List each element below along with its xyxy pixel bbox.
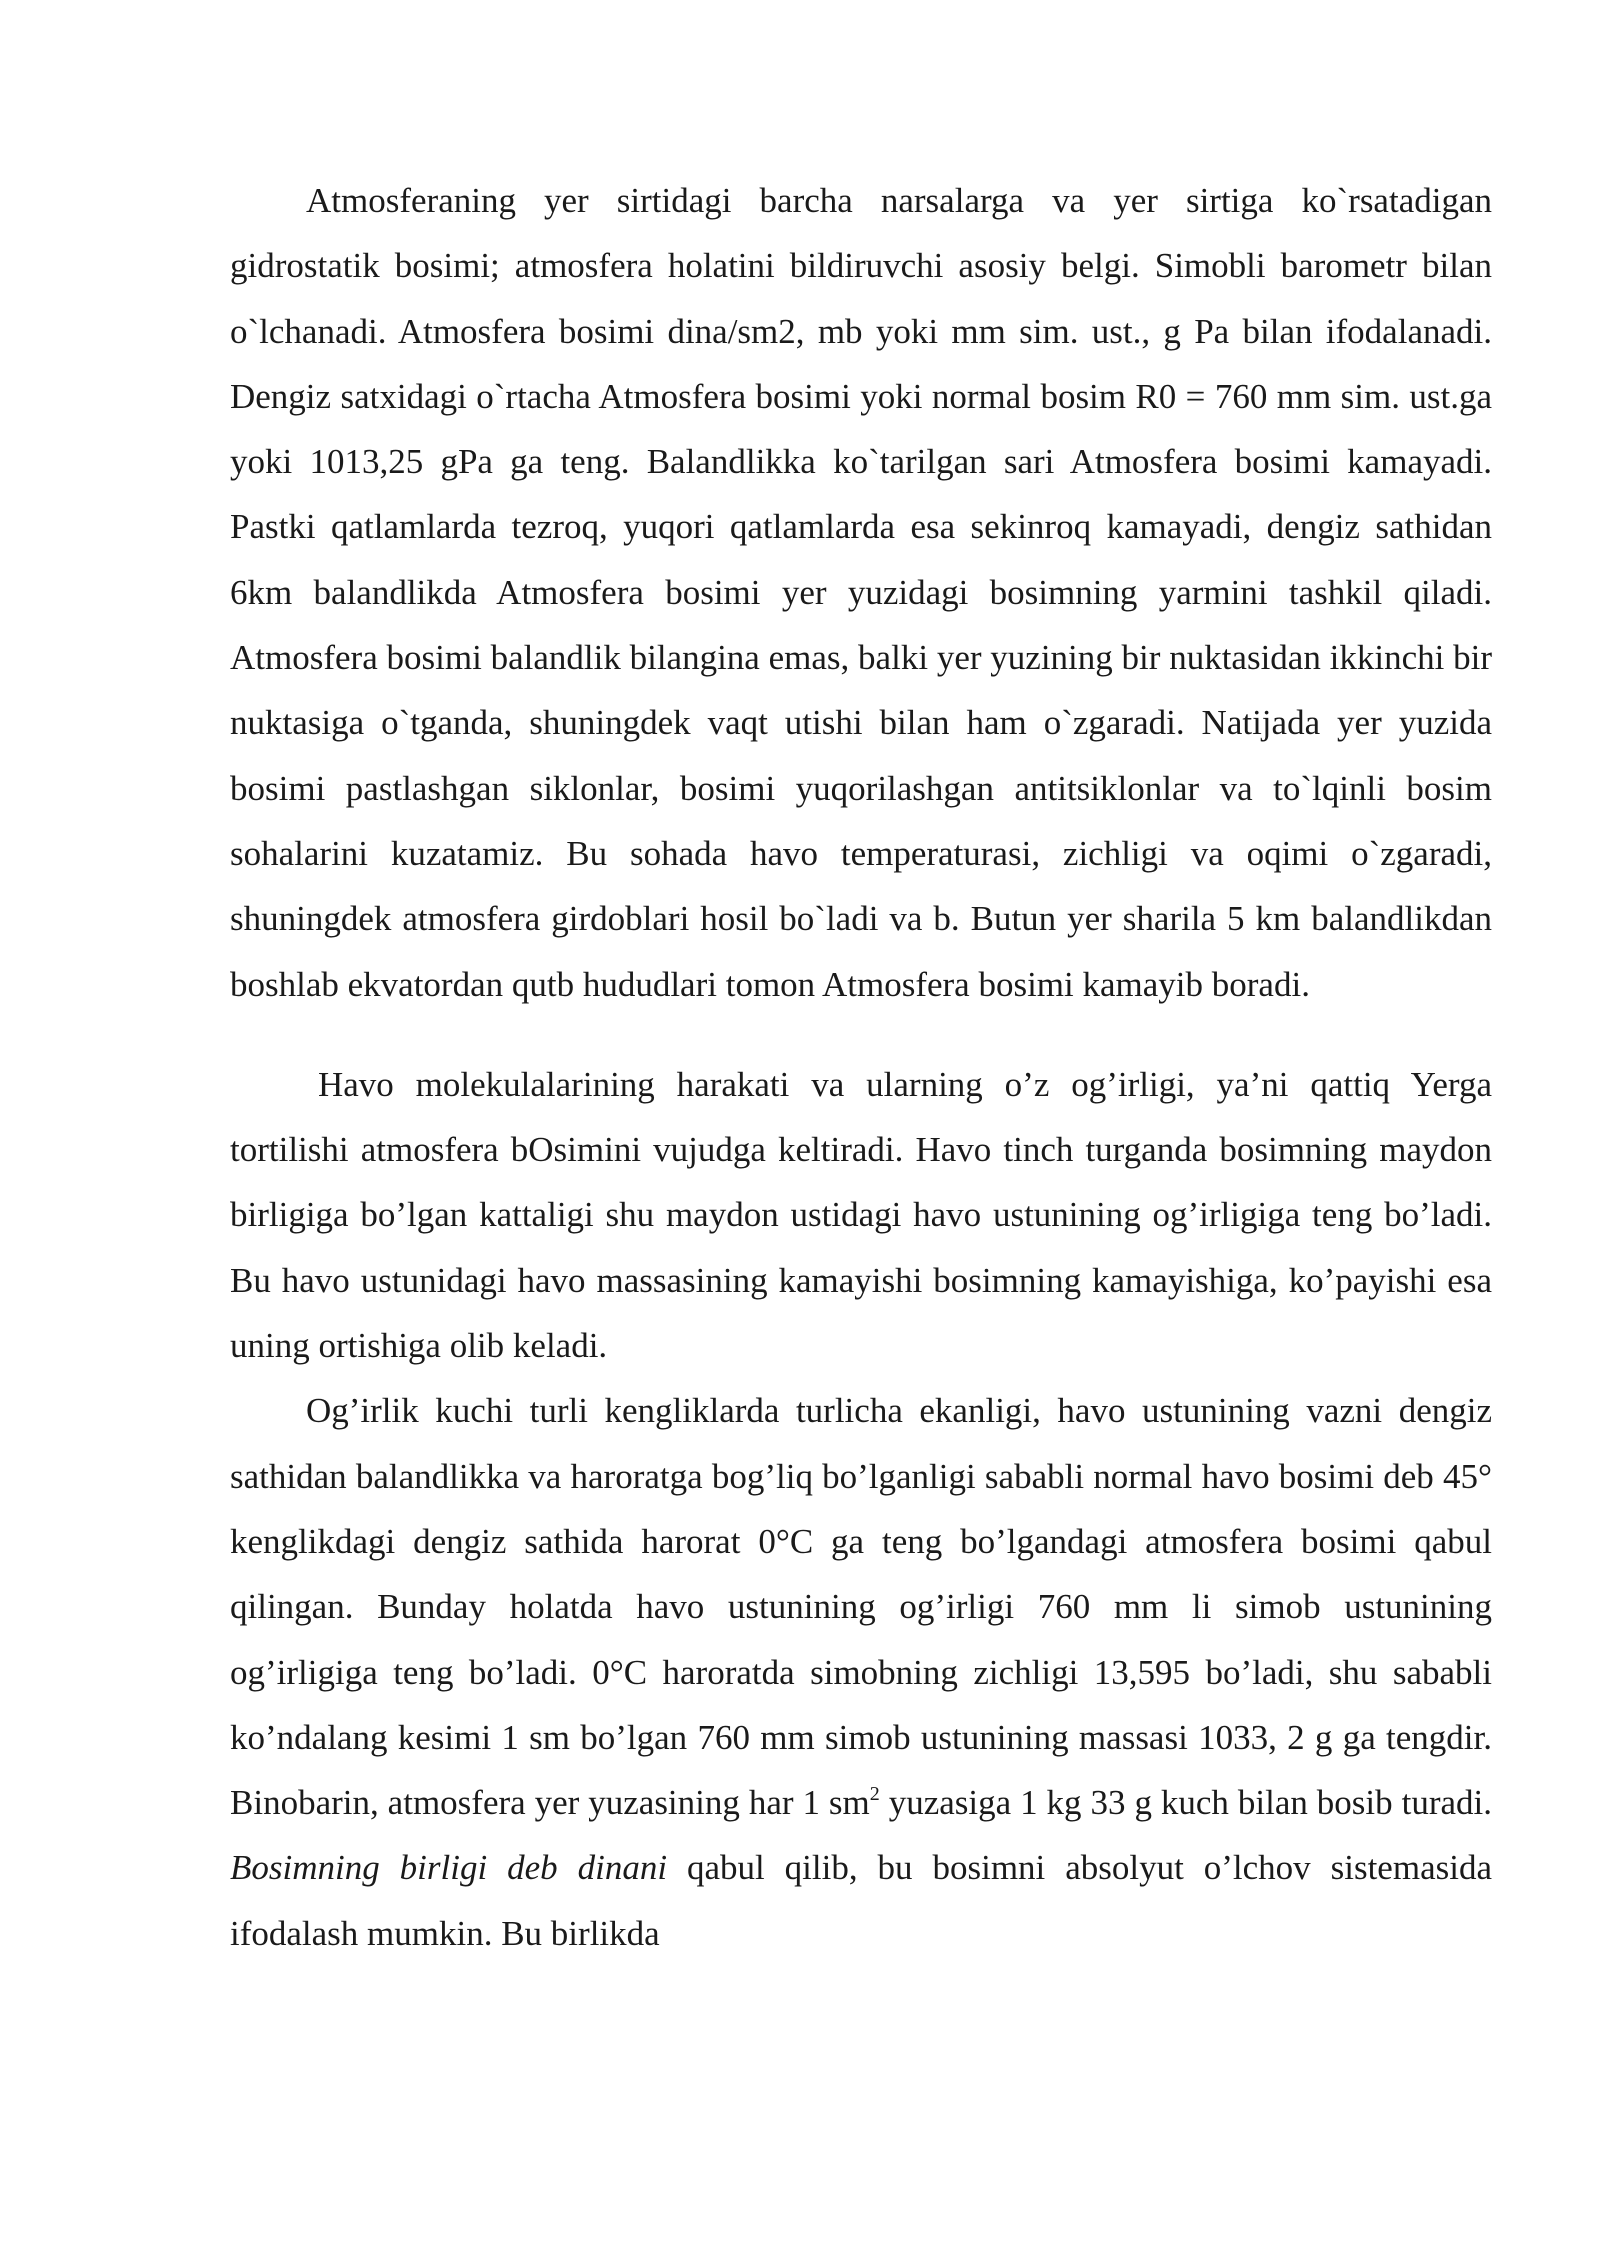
paragraph-air-molecules: Havo molekulalarining harakati va ularning o’z og’irligi, ya’ni qattiq Yerga tortilishi atmosfera bOsimini vujudga keltiradi. Havo tinch turganda bosimning maydon birligiga bo’lgan kattaligi shu maydon ustidagi havo ustunining og’irligiga teng bo’ladi. Bu havo ustunidagi havo massasining kamayishi bosimning kamayishiga, ko’payishi esa uning ortishiga olib keladi. <box>230 1064 1492 1366</box>
paragraph-normal-pressure-text-3: qabul qilib, bu bosimni absolyut o’lchov sistemasida ifodalash mumkin. Bu birlikda <box>230 1848 1492 1953</box>
paragraph-normal-pressure <box>230 1378 1492 1966</box>
paragraph-normal-pressure-text-2: yuzasiga 1 kg 33 g kuch bilan bosib turadi. <box>879 1783 1492 1823</box>
italic-phrase: Bosimning birligi deb dinani <box>230 1848 668 1888</box>
document-body <box>230 168 1492 1966</box>
superscript-exponent: 2 <box>869 1783 880 1806</box>
paragraph-atmospheric-pressure-definition: Atmosferaning yer sirtidagi barcha narsalarga va yer sirtiga ko`rsatadigan gidrostatik bosimi; atmosfera holatini bildiruvchi asosiy belgi. Simobli barometr bilan o`lchanadi. Atmosfera bosimi dina/sm2, mb yoki mm sim. ust., g Pa bilan ifodalanadi. Dengiz satxidagi o`rtacha Atmosfera bosimi yoki normal bosim R0 = 760 mm sim. ust.ga yoki 1013,25 gPa ga teng. Balandlikka ko`tarilgan sari Atmosfera bosimi kamayadi. Pastki qatlamlarda tezroq, yuqori qatlamlarda esa sekinroq kamayadi, dengiz sathidan 6km balandlikda Atmosfera bosimi yer yuzidagi bosimning yarmini tashkil qiladi. Atmosfera bosimi balandlik bilangina emas, balki yer yuzining bir nuktasidan ikkinchi bir nuktasiga o`tganda, shuningdek vaqt utishi bilan ham o`zgaradi. Natijada yer yuzida bosimi pastlashgan siklonlar, bosimi yuqorilashgan antitsiklonlar va to`lqinli bosim sohalarini kuzatamiz. Bu sohada havo temperaturasi, zichligi va oqimi o`zgaradi, shuningdek atmosfera girdoblari hosil bo`ladi va b. Butun yer sharila 5 km balandlikdan boshlab ekvatordan qutb hududlari tomon Atmosfera bosimi kamayib boradi. <box>230 181 1492 1004</box>
paragraph-normal-pressure-text-1: Og’irlik kuchi turli kengliklarda turlicha ekanligi, havo ustunining vazni dengiz sathidan balandlikka va haroratga bog’liq bo’lganligi sababli normal havo bosimi deb 45° kenglikdagi dengiz sathida harorat 0°C ga teng bo’lgandagi atmosfera bosimi qabul qilingan. Bunday holatda havo ustunining og’irligi 760 mm li simob ustunining og’irligiga teng bo’ladi. 0°C haroratda simobning zichligi 13,595 bo’ladi, shu sababli ko’ndalang kesimi 1 sm bo’lgan 760 mm simob ustunining massasi 1033, 2 g ga tengdir. Binobarin, atmosfera yer yuzasining har 1 sm <box>230 1391 1492 1823</box>
